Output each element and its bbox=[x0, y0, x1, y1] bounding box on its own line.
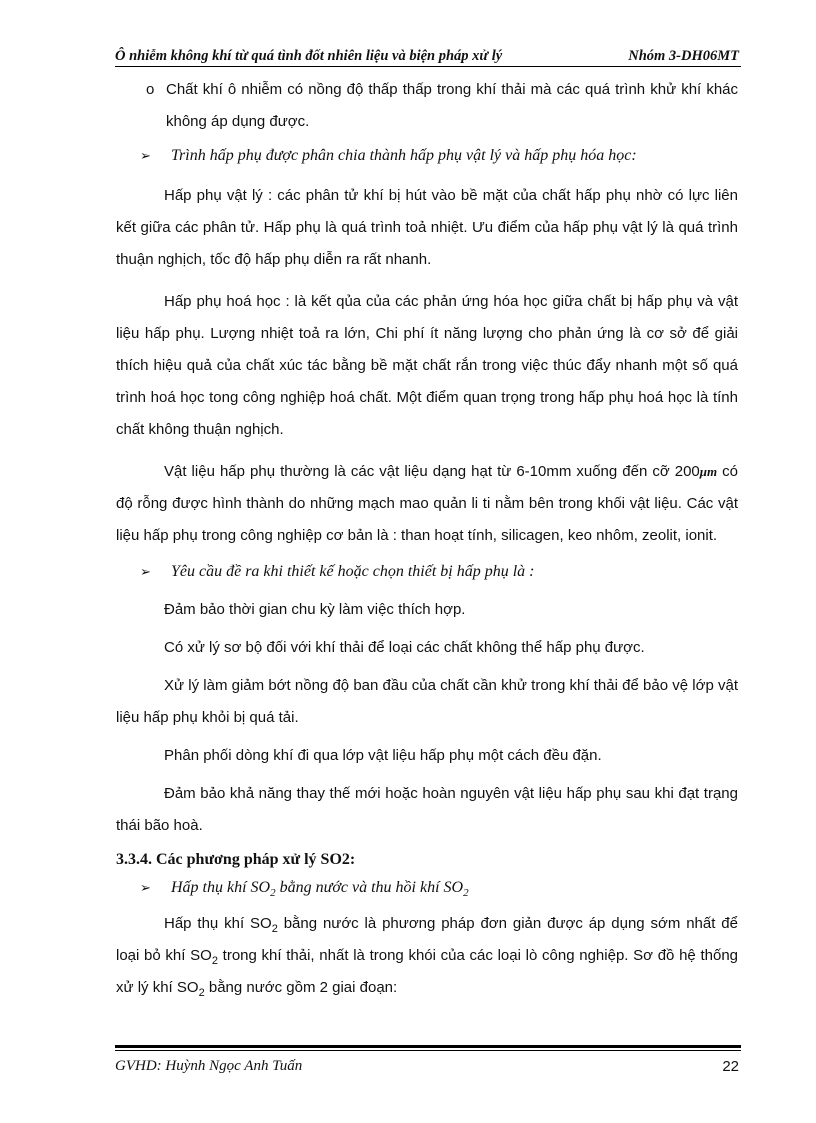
arrow-bullet-requirements bbox=[116, 556, 738, 588]
circle-bullet-icon: o bbox=[146, 81, 155, 98]
micrometer-unit: μm bbox=[699, 464, 718, 479]
header-title: Ô nhiễm không khí từ quá tình đốt nhiên liệu và biện pháp xử lý bbox=[115, 48, 503, 64]
requirement-item: Phân phối dòng khí đi qua lớp vật liệu hấp phụ một cách đều đặn. bbox=[164, 747, 602, 764]
so2-text-1: Hấp thụ khí SO bbox=[164, 915, 272, 932]
footer-rule-thin bbox=[115, 1050, 741, 1051]
so2-text-4: bằng nước gồm 2 giai đoạn: bbox=[204, 979, 398, 996]
arrow-bullet-text: Trình hấp phụ được phân chia thành hấp phụ vật lý và hấp phụ hóa học: bbox=[171, 147, 637, 164]
paragraph-so2-water-absorption bbox=[116, 908, 738, 1004]
footer-rule-thick bbox=[115, 1045, 741, 1048]
page-footer bbox=[115, 1058, 741, 1078]
page-header bbox=[115, 48, 741, 68]
subscript-2: 2 bbox=[271, 923, 278, 935]
subscript-2: 2 bbox=[198, 987, 205, 999]
arrow-bullet-so2-absorption bbox=[116, 874, 738, 902]
arrow-bullet-icon: ➢ bbox=[140, 880, 151, 895]
header-rule bbox=[115, 66, 741, 67]
section-heading: 3.3.4. Các phương pháp xử lý SO2: bbox=[116, 851, 356, 868]
footer-author: GVHD: Huỳnh Ngọc Anh Tuấn bbox=[115, 1058, 303, 1074]
paragraph-physical-adsorption: Hấp phụ vật lý : các phân tử khí bị hút vào bề mặt của chất hấp phụ nhờ có lực liên kết giữa các phân tử. Hấp phụ là quá trình toả nhiệt. Ưu điểm của hấp phụ vật lý là quá trình thuận nghịch, tốc độ hấp phụ diễn ra rất nhanh. bbox=[116, 187, 738, 268]
so2-text-3: trong khí thải, nhất là trong khói của các loại lò công nghiệp. Sơ đồ hệ thống xử lý khí SO bbox=[116, 947, 739, 996]
arrow-bullet-icon: ➢ bbox=[140, 564, 151, 579]
arrow-bullet-icon: ➢ bbox=[140, 148, 151, 163]
subscript-2: 2 bbox=[463, 887, 469, 900]
adsorbent-text-a: Vật liệu hấp phụ thường là các vật liệu dạng hạt từ 6-10mm xuống đến cỡ 200 bbox=[164, 463, 700, 480]
subscript-2: 2 bbox=[270, 887, 276, 900]
requirement-item: Đảm bảo thời gian chu kỳ làm việc thích hợp. bbox=[164, 601, 466, 618]
page-number: 22 bbox=[722, 1058, 739, 1075]
requirement-item: Có xử lý sơ bộ đối với khí thải để loại các chất không thể hấp phụ được. bbox=[164, 639, 645, 656]
paragraph-adsorbent-materials bbox=[116, 456, 738, 552]
page-content bbox=[116, 74, 738, 1004]
subscript-2: 2 bbox=[211, 955, 218, 967]
circle-bullet-text: Chất khí ô nhiễm có nồng độ thấp thấp trong khí thải mà các quá trình khử khí khác không áp dụng được. bbox=[166, 81, 738, 130]
arrow-bullet-classification bbox=[116, 140, 738, 172]
requirement-item: Đảm bảo khả năng thay thế mới hoặc hoàn nguyên vật liệu hấp phụ sau khi đạt trạng thái bão hoà. bbox=[116, 785, 738, 834]
so2-bullet-text-b: bằng nước và thu hồi khí SO bbox=[275, 879, 464, 896]
header-group: Nhóm 3-DH06MT bbox=[628, 48, 739, 64]
paragraph-chemical-adsorption: Hấp phụ hoá học : là kết qủa của các phản ứng hóa học giữa chất bị hấp phụ và vật liệu hấp phụ. Lượng nhiệt toả ra lớn, Chi phí ít năng lượng cho phản ứng là cơ sở để giải thích hiệu quả của chất xúc tác bằng bề mặt chất rắn trong việc thúc đẩy nhanh một số quá trình hoá học tong công nghiệp hoá chất. Một điểm quan trọng trong hấp phụ hoá học là tính chất không thuận nghịch. bbox=[116, 293, 738, 438]
circle-bullet-item bbox=[116, 74, 738, 138]
requirement-item: Xử lý làm giảm bớt nồng độ ban đầu của chất cần khử trong khí thải để bảo vệ lớp vật liệu hấp phụ khỏi bị quá tải. bbox=[116, 677, 738, 726]
adsorbent-text-b: có độ rỗng được hình thành do những mạch mao quản li ti nằm bên trong khối vật liệu. Các vật liệu hấp phụ trong công nghiệp cơ bản là : than hoạt tính, silicagen, keo nhôm, zeolit, ionit. bbox=[116, 463, 738, 544]
so2-bullet-text-a: Hấp thụ khí SO bbox=[171, 879, 271, 896]
so2-text-2: bằng nước là phương pháp đơn giản được áp dụng sớm nhất để loại bỏ khí SO bbox=[116, 915, 738, 964]
arrow-bullet-text: Yêu cầu đề ra khi thiết kế hoặc chọn thiết bị hấp phụ là : bbox=[171, 563, 535, 580]
